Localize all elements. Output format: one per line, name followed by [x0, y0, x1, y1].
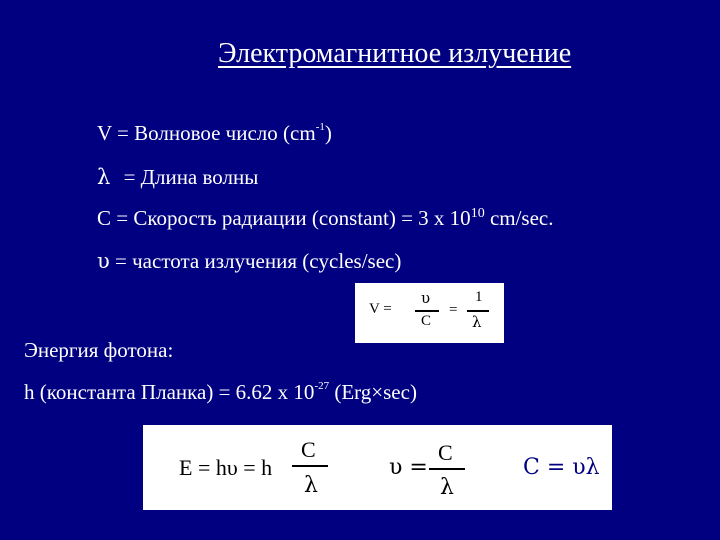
wavenumber-line: [97, 121, 332, 146]
frequency-formula-bar: [429, 468, 465, 470]
energy-formula-box: [143, 425, 612, 510]
wavenumber-formula-box: [355, 283, 504, 343]
upsilon-symbol: υ: [97, 249, 110, 273]
frequency-formula-den: λ: [440, 475, 454, 500]
slide-title: Электромагнитное излучение: [218, 38, 572, 69]
small-formula-bar1: [415, 310, 439, 312]
speed-line: [97, 206, 554, 231]
energy-formula-den1: λ: [304, 473, 318, 498]
photon-energy-heading: Энергия фотона:: [24, 338, 174, 362]
planck-line: [24, 380, 417, 405]
energy-formula-num1: C: [301, 437, 316, 462]
small-formula-eq: =: [449, 302, 458, 318]
planck-text: h (константа Планка) = 6.62 x 10: [24, 380, 315, 404]
speed-exponent: 10: [470, 206, 485, 221]
planck-exponent: -27: [314, 380, 330, 392]
frequency-line: [97, 249, 401, 274]
frequency-text: = частота излучения (cycles/sec): [109, 249, 402, 273]
wavelength-line: [97, 165, 258, 190]
small-formula-num1: υ: [421, 289, 431, 307]
wavelength-text: = Длина волны: [123, 165, 259, 189]
small-formula-num2: 1: [475, 289, 483, 305]
speed-formula: C = υλ: [523, 455, 600, 480]
wavenumber-text: V = Волновое число (cm: [97, 121, 316, 145]
energy-formula-part1: E = hυ = h: [179, 455, 273, 480]
small-formula-den2: λ: [472, 313, 482, 331]
frequency-formula-lhs: υ =: [389, 455, 428, 480]
small-formula-bar2: [467, 310, 489, 312]
wavenumber-exponent: -1: [315, 121, 325, 133]
frequency-formula-num: C: [438, 440, 453, 465]
small-formula-den1: C: [421, 313, 432, 329]
planck-unit: (Erg×sec): [329, 380, 417, 404]
lambda-symbol: λ: [97, 165, 111, 189]
energy-formula-bar1: [292, 465, 328, 467]
speed-text: C = Скорость радиации (constant) = 3 x 10: [97, 206, 471, 230]
small-formula-lhs: V =: [369, 301, 392, 317]
wavenumber-close: ): [324, 121, 332, 145]
speed-unit: cm/sec.: [484, 206, 554, 230]
